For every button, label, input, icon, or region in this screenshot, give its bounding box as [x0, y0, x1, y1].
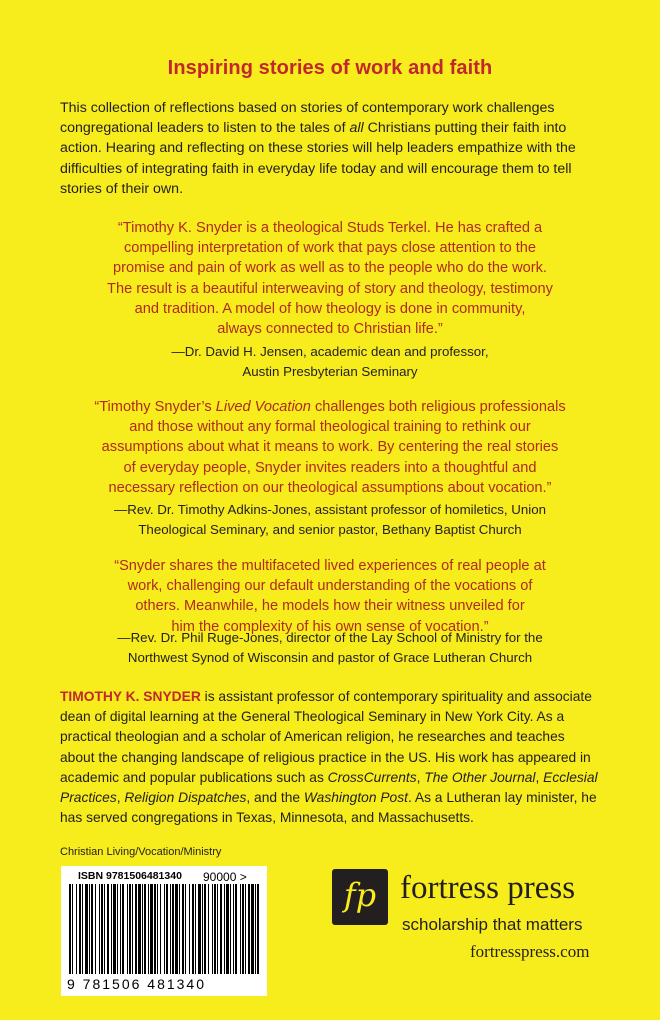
- barcode-bar: [154, 884, 156, 974]
- barcode-bar: [182, 884, 184, 974]
- endorsement-quote-2: “Timothy Snyder’s Lived Vocation challenges both religious professionals and those without any formal theological training to rethink our assumptions about what it means to work. By centering the real stories of everyday people, Snyder invites readers into a thoughtful and necessary reflection on our theological assumptions about vocation.”: [94, 399, 566, 496]
- barcode-bar: [255, 884, 256, 974]
- barcode-bar: [192, 884, 194, 974]
- fp-logo-icon: fp: [343, 876, 377, 914]
- isbn-barcode: [61, 866, 267, 996]
- barcode-bar: [160, 884, 161, 974]
- barcode-bar: [142, 884, 143, 974]
- barcode-bar: [220, 884, 222, 974]
- author-name: TIMOTHY K. SNYDER: [60, 689, 201, 704]
- barcode-bar: [185, 884, 186, 974]
- barcode-bar: [113, 884, 116, 974]
- barcode-bars: [67, 884, 263, 976]
- barcode-bar: [117, 884, 118, 974]
- barcode-bar: [99, 884, 100, 974]
- barcode-bar: [175, 884, 178, 974]
- barcode-bar: [89, 884, 90, 974]
- publisher-tagline: scholarship that matters: [402, 915, 583, 934]
- barcode-bar: [179, 884, 180, 974]
- barcode-bar: [172, 884, 174, 974]
- endorsement-attribution-3: —Rev. Dr. Phil Ruge-Jones, director of the Lay School of Ministry for the Northwest Synod of Wisconsin and pastor of Grace Lutheran Church: [117, 630, 543, 665]
- barcode-bar: [104, 884, 105, 974]
- endorsement-quote-1: “Timothy K. Snyder is a theological Studs Terkel. He has crafted a compelling interpretation of work that pays close attention to the promise and pain of work as well as to the people who do the work. The result is a beautiful interweaving of story and theology, testimony and tradition. A model of how theology is done in community, always connected to Christian life.”: [107, 220, 553, 338]
- barcode-bar: [164, 884, 165, 974]
- intro-emphasis: all: [349, 120, 364, 137]
- barcode-bar: [79, 884, 81, 974]
- barcode-bar: [204, 884, 206, 974]
- isbn-label: ISBN 9781506481340: [78, 870, 182, 882]
- barcode-bar: [135, 884, 137, 974]
- publisher-url: fortresspress.com: [470, 942, 590, 961]
- barcode-bar: [122, 884, 124, 974]
- barcode-bar: [85, 884, 88, 974]
- barcode-bar: [257, 884, 259, 974]
- price-code: 90000 >: [203, 870, 247, 884]
- author-bio: TIMOTHY K. SNYDER is assistant professor of contemporary spirituality and associate dean of digital learning at the General Theological Seminary in New York City. As a practical theologian and a scholar of American religion, he researches and teaches about the changing landscape of religious practice in the US. His work has appeared in academic and popular publications such as CrossCurrents, The Other Journal, Ecclesial Practices, Religion Dispatches, and the Washington Post. As a Lutheran lay minister, he has served congregations in Texas, Minnesota, and Massachusetts.: [60, 689, 598, 826]
- barcode-bar: [214, 884, 216, 974]
- barcode-bar: [166, 884, 168, 974]
- barcode-bar: [69, 884, 71, 974]
- barcode-bar: [76, 884, 77, 974]
- barcode-bar: [224, 884, 225, 974]
- barcode-bar: [189, 884, 190, 974]
- barcode-bar: [127, 884, 128, 974]
- endorsement-quote-3: “Snyder shares the multifaceted lived experiences of real people at work, challenging our default understanding of the vocations of others. Meanwhile, he models how their witness unveiled for him the complexity of his own sense of vocation.”: [114, 558, 546, 635]
- endorsement-attribution-1: —Dr. David H. Jensen, academic dean and professor, Austin Presbyterian Seminary: [171, 344, 489, 379]
- barcode-bar: [170, 884, 171, 974]
- barcode-bar: [195, 884, 196, 974]
- barcode-bar: [150, 884, 153, 974]
- headline: Inspiring stories of work and faith: [167, 57, 493, 79]
- barcode-bar: [107, 884, 109, 974]
- barcode-bar: [202, 884, 203, 974]
- barcode-bar: [111, 884, 112, 974]
- barcode-bar: [198, 884, 201, 974]
- barcode-bar: [208, 884, 209, 974]
- intro-paragraph: This collection of reflections based on stories of contemporary work challenges congregational leaders to listen to the tales of all Christians putting their faith into action. Hearing and reflecting on these stories will help leaders empathize with the difficulties of integrating faith in everyday life today and will encourage them to tell stories of their own.: [60, 100, 576, 197]
- barcode-bar: [212, 884, 213, 974]
- barcode-bar: [226, 884, 229, 974]
- publisher-logo: [332, 869, 388, 925]
- barcode-bar: [138, 884, 141, 974]
- publisher-name: fortress press: [400, 870, 576, 906]
- barcode-bar: [251, 884, 254, 974]
- barcode-bar: [230, 884, 231, 974]
- barcode-bar: [148, 884, 149, 974]
- barcode-bar: [129, 884, 131, 974]
- endorsement-attribution-2: —Rev. Dr. Timothy Adkins-Jones, assistant professor of homiletics, Union Theological Seminary, and senior pastor, Bethany Baptist Church: [113, 502, 547, 537]
- book-title-emphasis: Lived Vocation: [215, 399, 311, 415]
- barcode-bar: [245, 884, 246, 974]
- barcode-bar: [101, 884, 103, 974]
- barcode-bar: [82, 884, 83, 974]
- barcode-bar: [242, 884, 244, 974]
- barcode-bar: [233, 884, 234, 974]
- barcode-bar: [91, 884, 93, 974]
- barcode-bar: [157, 884, 158, 974]
- category-label: Christian Living/Vocation/Ministry: [60, 846, 222, 858]
- barcode-bar: [235, 884, 237, 974]
- barcode-bar: [132, 884, 133, 974]
- barcode-bar: [95, 884, 96, 974]
- barcode-bar: [72, 884, 73, 974]
- barcode-bar: [144, 884, 146, 974]
- barcode-bar: [248, 884, 250, 974]
- barcode-bar: [120, 884, 121, 974]
- barcode-bar: [240, 884, 241, 974]
- barcode-digits: 9 781506 481340: [67, 976, 206, 992]
- barcode-bar: [217, 884, 218, 974]
